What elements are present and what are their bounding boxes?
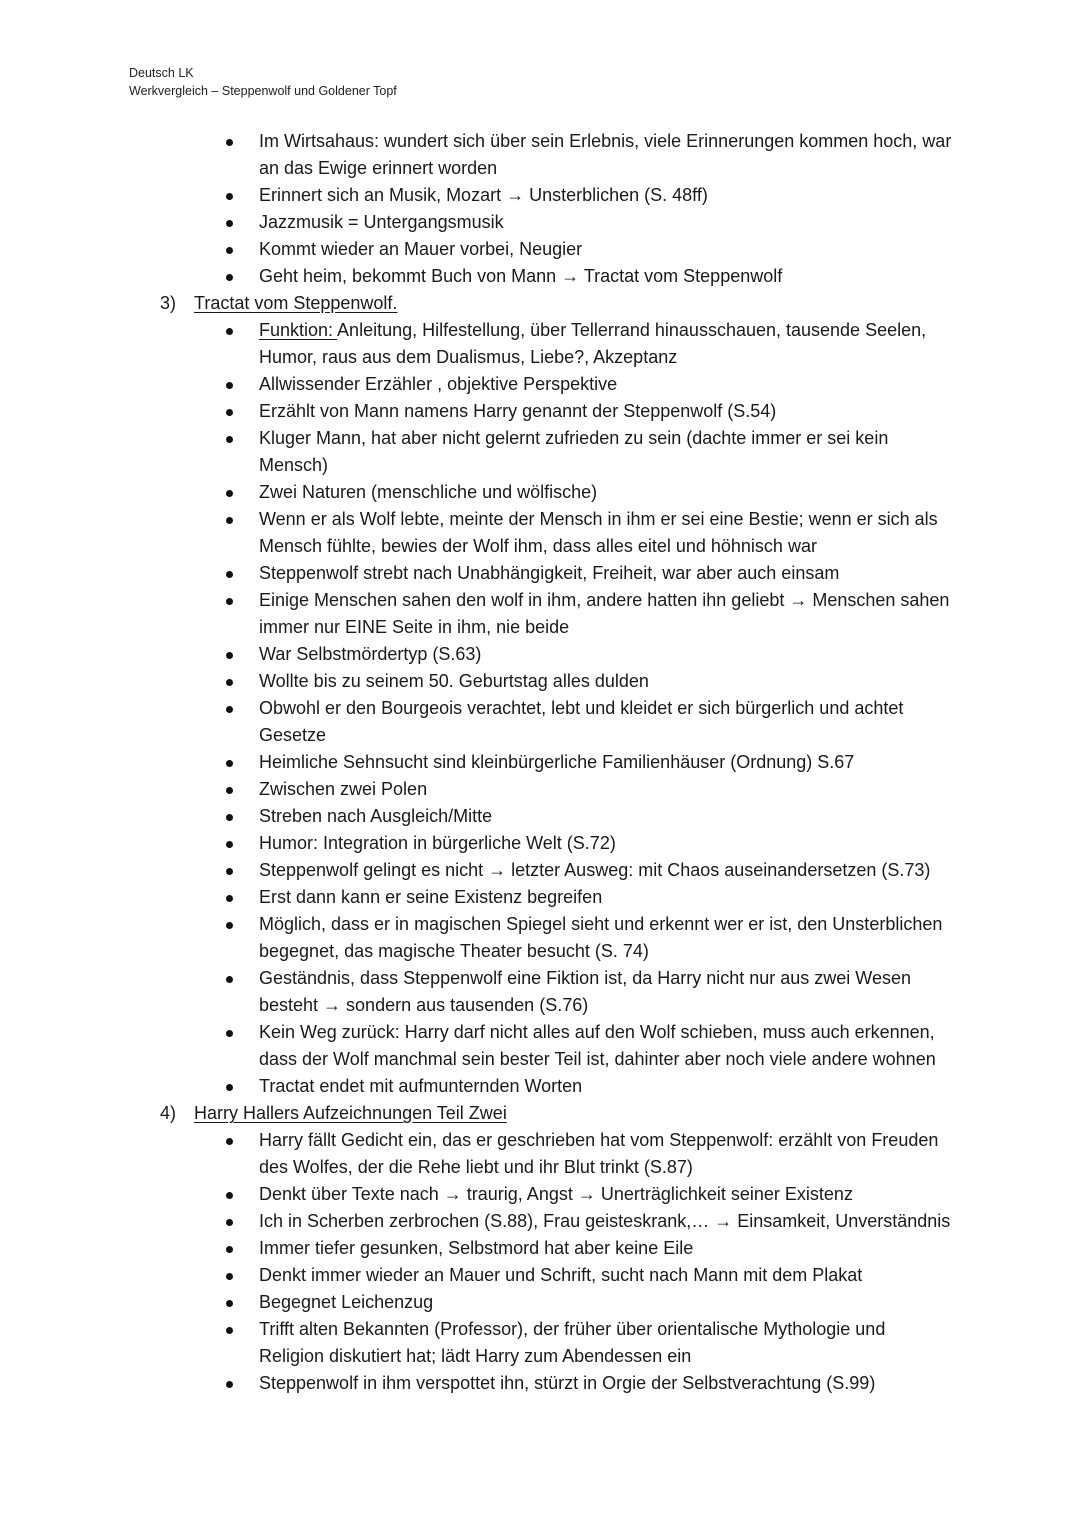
list-item: Trifft alten Bekannten (Professor), der früher über orientalische Mythologie und Religion diskutiert hat; lädt Harry zum Abendessen ein (0, 1316, 1080, 1370)
list-item: Steppenwolf gelingt es nicht → letzter Ausweg: mit Chaos auseinandersetzen (S.73) (0, 857, 1080, 884)
bullet-icon (226, 1273, 233, 1280)
list-item: Kein Weg zurück: Harry darf nicht alles auf den Wolf schieben, muss auch erkennen, dass der Wolf manchmal sein bester Teil ist, dahinter aber noch viele andere wohnen (0, 1019, 1080, 1073)
bullet-icon (226, 598, 233, 605)
bullet-icon (226, 787, 233, 794)
list-item: Erst dann kann er seine Existenz begreifen (0, 884, 1080, 911)
list-item: Steppenwolf strebt nach Unabhängigkeit, Freiheit, war aber auch einsam (0, 560, 1080, 587)
bullet-icon (226, 274, 233, 281)
top-bullet-list (0, 128, 1080, 290)
list-item: Allwissender Erzähler , objektive Perspektive (0, 371, 1080, 398)
bullet-icon (226, 922, 233, 929)
bullet-icon (226, 1381, 233, 1388)
bullet-icon (226, 247, 233, 254)
list-item: Zwei Naturen (menschliche und wölfische) (0, 479, 1080, 506)
section-number: 3) (160, 293, 177, 313)
bullet-icon (226, 382, 233, 389)
bullet-icon (226, 1246, 233, 1253)
bullet-icon (226, 814, 233, 821)
list-item: Im Wirtsahaus: wundert sich über sein Erlebnis, viele Erinnerungen kommen hoch, war an das Ewige erinnert worden (0, 128, 1080, 182)
bullet-icon (226, 193, 233, 200)
bullet-icon (226, 139, 233, 146)
list-item: Kommt wieder an Mauer vorbei, Neugier (0, 236, 1080, 263)
bullet-icon (226, 679, 233, 686)
list-item: Funktion: Anleitung, Hilfestellung, über Tellerrand hinausschauen, tausende Seelen, Humor, raus aus dem Dualismus, Liebe?, Akzeptanz (0, 317, 1080, 371)
bullet-icon (226, 1084, 233, 1091)
list-item: Wollte bis zu seinem 50. Geburtstag alles dulden (0, 668, 1080, 695)
bullet-icon (226, 436, 233, 443)
section-3-list (0, 317, 1080, 1100)
bullet-icon (226, 841, 233, 848)
list-item: Einige Menschen sahen den wolf in ihm, andere hatten ihn geliebt → Menschen sahen immer nur EINE Seite in ihm, nie beide (0, 587, 1080, 641)
list-item: Zwischen zwei Polen (0, 776, 1080, 803)
section-4-list (0, 1127, 1080, 1397)
bullet-icon (226, 1030, 233, 1037)
list-item: Heimliche Sehnsucht sind kleinbürgerliche Familienhäuser (Ordnung) S.67 (0, 749, 1080, 776)
bullet-icon (226, 1219, 233, 1226)
document-body (0, 128, 1080, 1397)
function-label: Funktion: (259, 320, 338, 340)
list-item: Steppenwolf in ihm verspottet ihn, stürzt in Orgie der Selbstverachtung (S.99) (0, 1370, 1080, 1397)
section-title: Tractat vom Steppenwolf. (194, 293, 398, 313)
list-item: Erinnert sich an Musik, Mozart → Unsterblichen (S. 48ff) (0, 182, 1080, 209)
section-4-heading (0, 1100, 1080, 1127)
bullet-icon (226, 895, 233, 902)
bullet-icon (226, 1192, 233, 1199)
bullet-icon (226, 571, 233, 578)
list-item: Obwohl er den Bourgeois verachtet, lebt und kleidet er sich bürgerlich und achtet Gesetze (0, 695, 1080, 749)
section-3-heading (0, 290, 1080, 317)
bullet-icon (226, 976, 233, 983)
list-item: Humor: Integration in bürgerliche Welt (S.72) (0, 830, 1080, 857)
bullet-icon (226, 328, 233, 335)
header-subject: Deutsch LK (129, 66, 194, 80)
bullet-icon (226, 760, 233, 767)
bullet-icon (226, 1300, 233, 1307)
bullet-icon (226, 1138, 233, 1145)
list-item: Geständnis, dass Steppenwolf eine Fiktion ist, da Harry nicht nur aus zwei Wesen besteht → sondern aus tausenden (S.76) (0, 965, 1080, 1019)
bullet-icon (226, 706, 233, 713)
list-item: War Selbstmördertyp (S.63) (0, 641, 1080, 668)
section-number: 4) (160, 1103, 177, 1123)
bullet-icon (226, 409, 233, 416)
list-item: Kluger Mann, hat aber nicht gelernt zufrieden zu sein (dachte immer er sei kein Mensch) (0, 425, 1080, 479)
list-item: Denkt über Texte nach → traurig, Angst → Unerträglichkeit seiner Existenz (0, 1181, 1080, 1208)
page-header (129, 64, 397, 100)
bullet-icon (226, 652, 233, 659)
list-item: Ich in Scherben zerbrochen (S.88), Frau geisteskrank,… → Einsamkeit, Unverständnis (0, 1208, 1080, 1235)
bullet-icon (226, 1327, 233, 1334)
list-item: Tractat endet mit aufmunternden Worten (0, 1073, 1080, 1100)
list-item: Immer tiefer gesunken, Selbstmord hat aber keine Eile (0, 1235, 1080, 1262)
list-item: Möglich, dass er in magischen Spiegel sieht und erkennt wer er ist, den Unsterblichen begegnet, das magische Theater besucht (S. 74) (0, 911, 1080, 965)
bullet-icon (226, 490, 233, 497)
list-item: Jazzmusik = Untergangsmusik (0, 209, 1080, 236)
list-item: Wenn er als Wolf lebte, meinte der Mensch in ihm er sei eine Bestie; wenn er sich als Mensch fühlte, bewies der Wolf ihm, dass alles eitel und höhnisch war (0, 506, 1080, 560)
bullet-icon (226, 220, 233, 227)
section-title: Harry Hallers Aufzeichnungen Teil Zwei (194, 1103, 507, 1123)
list-item: Harry fällt Gedicht ein, das er geschrieben hat vom Steppenwolf: erzählt von Freuden des Wolfes, der die Rehe liebt und ihr Blut trinkt (S.87) (0, 1127, 1080, 1181)
list-item: Begegnet Leichenzug (0, 1289, 1080, 1316)
list-item: Denkt immer wieder an Mauer und Schrift, sucht nach Mann mit dem Plakat (0, 1262, 1080, 1289)
header-title: Werkvergleich – Steppenwolf und Goldener Topf (129, 84, 397, 98)
bullet-icon (226, 517, 233, 524)
list-item: Geht heim, bekommt Buch von Mann → Tractat vom Steppenwolf (0, 263, 1080, 290)
bullet-icon (226, 868, 233, 875)
list-item: Streben nach Ausgleich/Mitte (0, 803, 1080, 830)
list-item: Erzählt von Mann namens Harry genannt der Steppenwolf (S.54) (0, 398, 1080, 425)
